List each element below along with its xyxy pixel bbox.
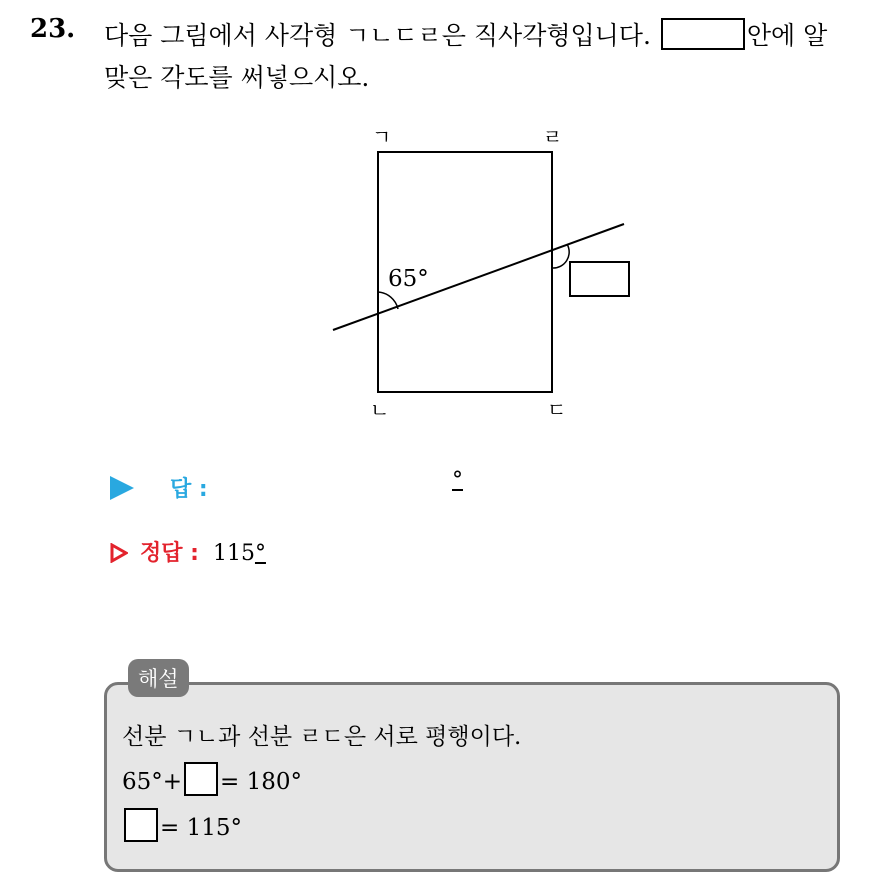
solution-line-2-right: = 180° xyxy=(220,769,303,795)
question-text-part2: 안에 알 xyxy=(746,21,828,50)
angle-label-65: 65° xyxy=(388,266,429,292)
correct-value-number: 115 xyxy=(212,541,255,566)
play-arrow-icon xyxy=(110,476,134,500)
answer-label: 답 : xyxy=(170,477,208,502)
solution-box-blank xyxy=(184,762,218,796)
answer-degree-sign: ° xyxy=(452,468,463,493)
correct-value xyxy=(213,541,266,566)
question-line-2: 맞은 각도를 써넣으시오. xyxy=(104,63,370,92)
vertex-label-top-right: ㄹ xyxy=(543,125,563,149)
question-text-part1: 다음 그림에서 사각형 ㄱㄴㄷㄹ은 직사각형입니다. xyxy=(104,21,651,50)
vertex-label-bottom-left: ㄴ xyxy=(370,398,390,422)
vertex-label-top-left: ㄱ xyxy=(372,125,392,149)
solution-line-3 xyxy=(122,808,242,842)
solution-line-2 xyxy=(122,762,302,796)
answer-row xyxy=(110,472,208,503)
correct-answer-row xyxy=(110,536,266,567)
solution-line-2-left: 65°+ xyxy=(122,769,183,795)
unknown-angle-box xyxy=(570,262,629,296)
solution-tag: 해설 xyxy=(128,659,189,697)
correct-label: 정답 : xyxy=(140,541,199,566)
transversal-line xyxy=(333,224,624,330)
vertex-label-bottom-right: ㄷ xyxy=(547,398,567,422)
solution-box-blank-2 xyxy=(124,808,158,842)
outline-arrow-icon xyxy=(110,543,128,563)
solution-line-3-right: = 115° xyxy=(160,815,242,841)
correct-value-degree: ° xyxy=(254,541,266,566)
solution-line-1: 선분 ㄱㄴ과 선분 ㄹㄷ은 서로 평행이다. xyxy=(122,724,522,750)
question-number: 23. xyxy=(30,14,76,44)
